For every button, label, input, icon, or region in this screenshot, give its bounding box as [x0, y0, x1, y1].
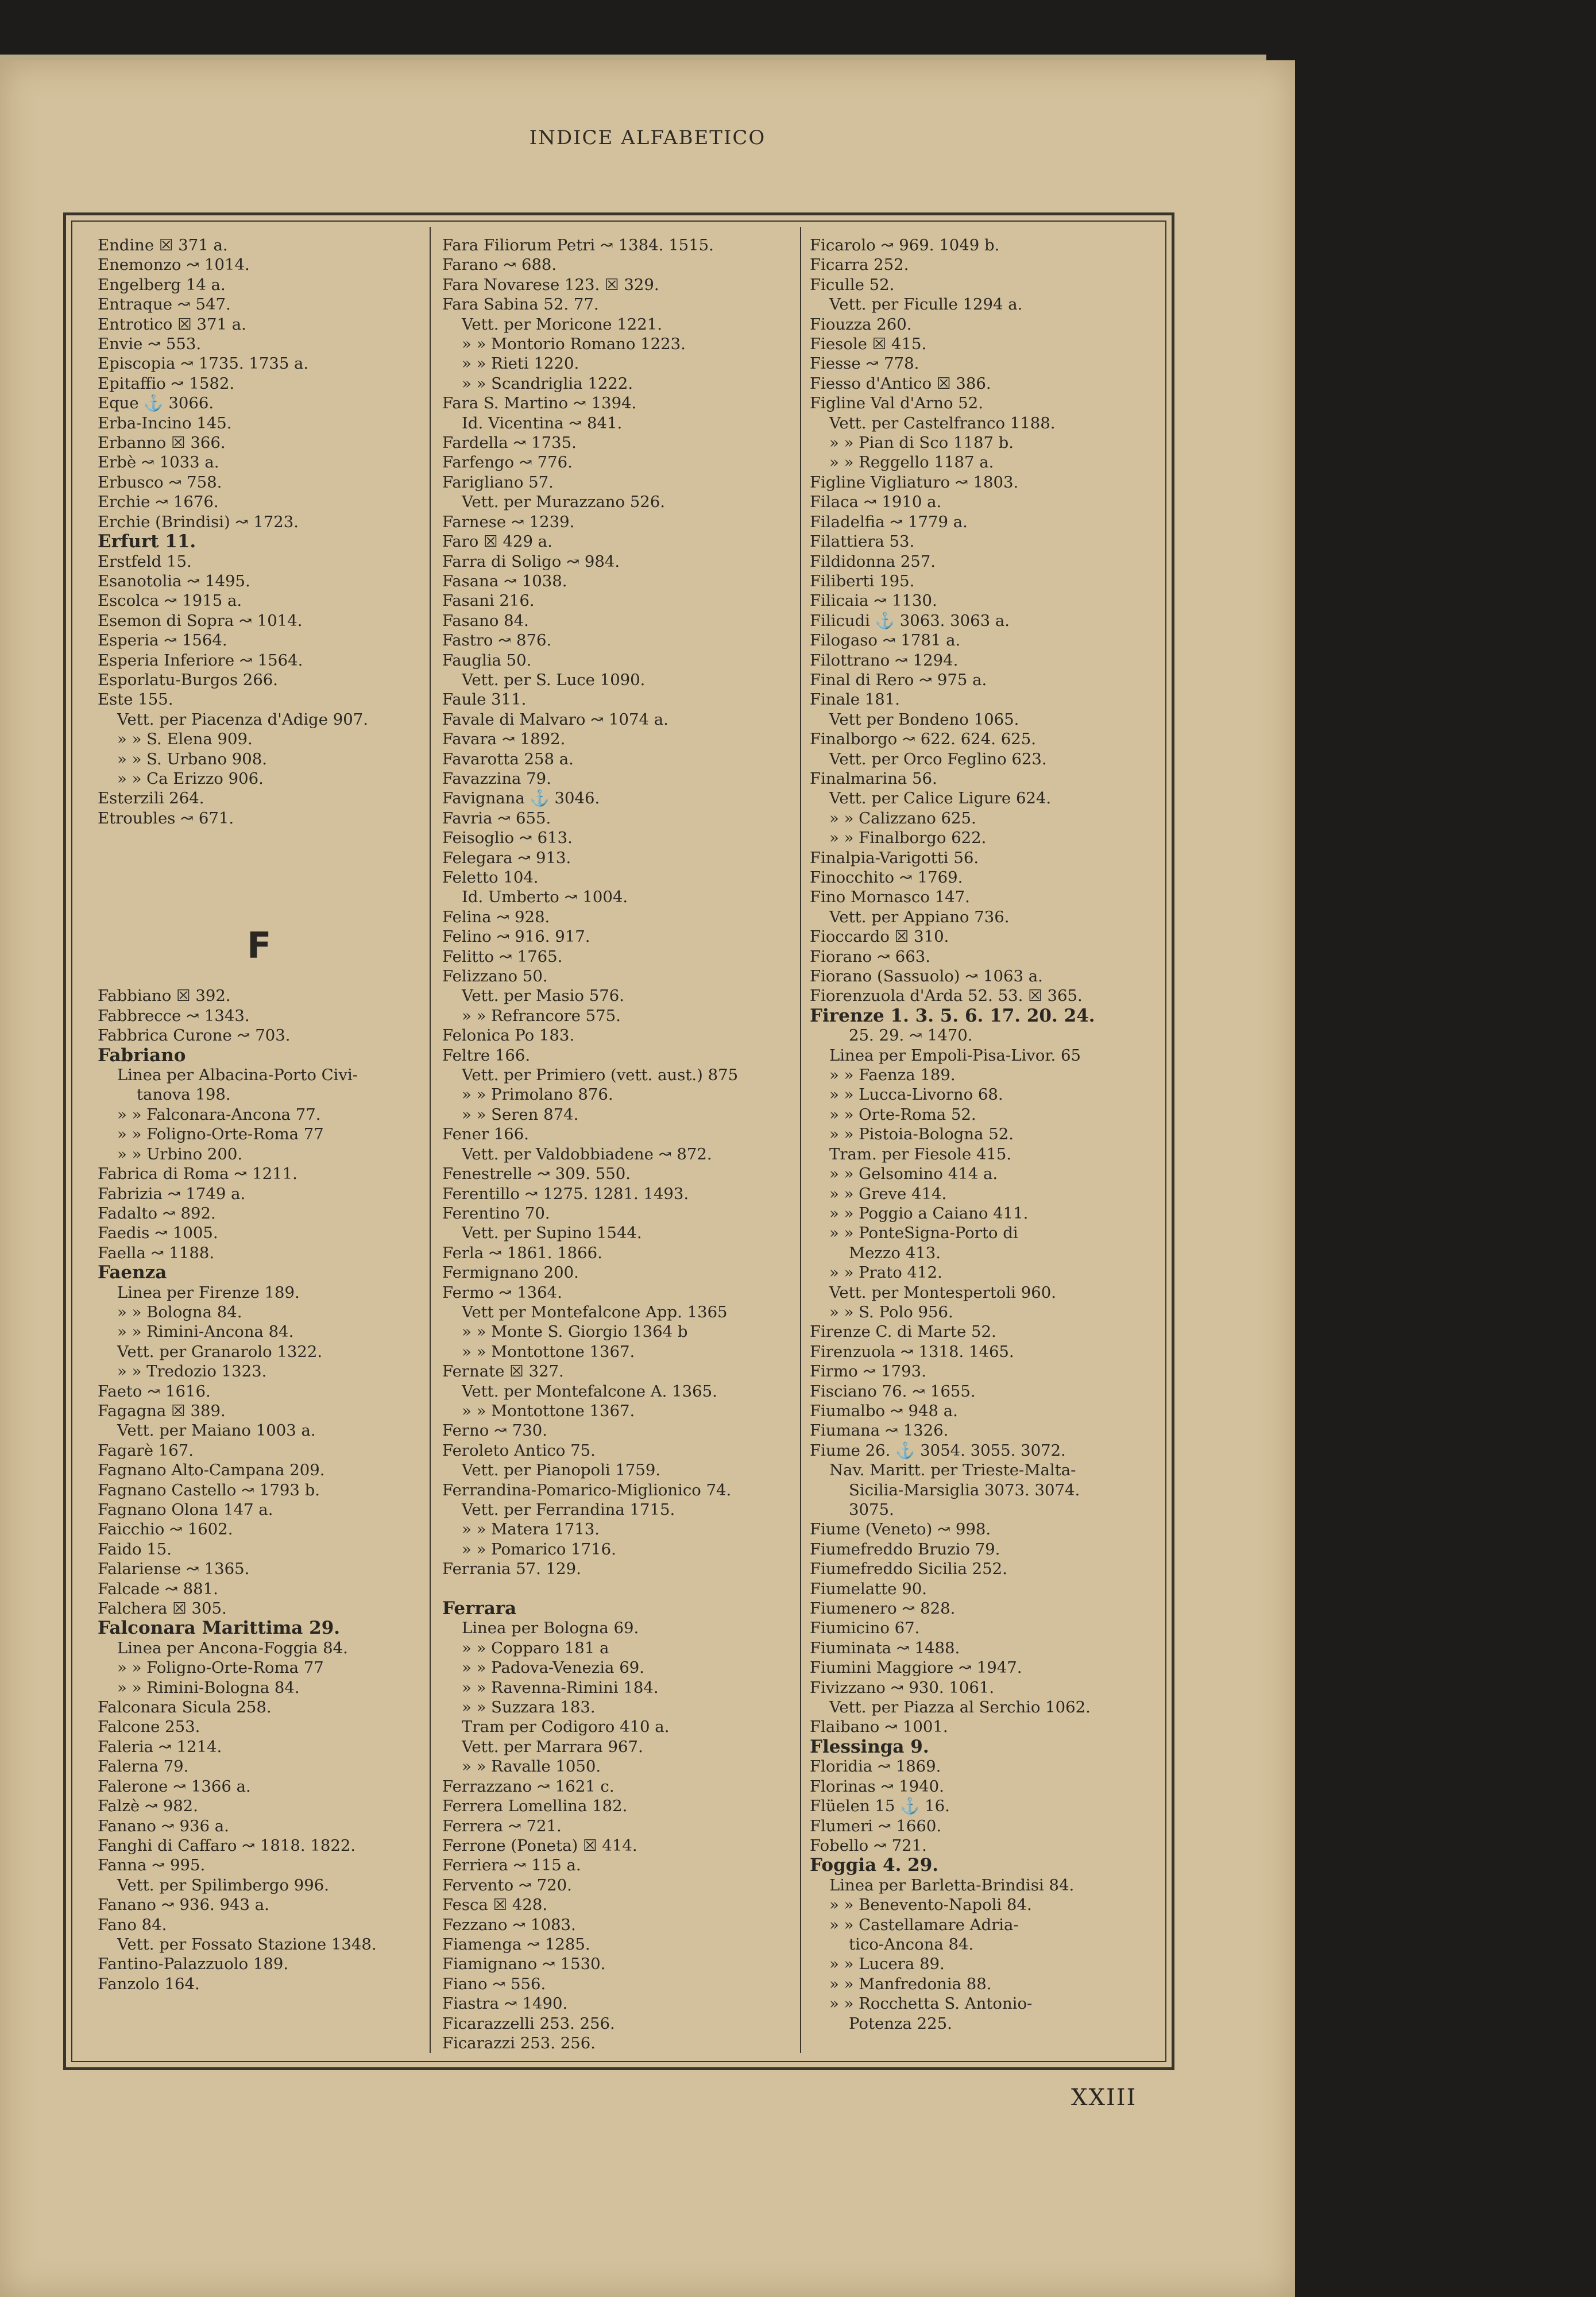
page-header: INDICE ALFABETICO [529, 126, 766, 149]
index-entry: Finalmarina 56. [810, 769, 937, 788]
index-entry: Fiumelatte 90. [810, 1579, 927, 1598]
index-entry: Fino Mornasco 147. [810, 888, 970, 907]
index-entry: » » Castellamare Adria- [829, 1915, 1019, 1934]
index-entry: » » Faenza 189. [829, 1066, 956, 1085]
index-entry: Fagnano Castello ↝ 1793 b. [98, 1480, 320, 1499]
index-entry: » » Reggello 1187 a. [829, 453, 994, 472]
index-entry: Erchie ↝ 1676. [98, 493, 219, 512]
index-entry [98, 828, 419, 848]
index-entry: Vett. per Marrara 967. [462, 1737, 643, 1756]
index-entry: Fiorenzuola d'Arda 52. 53. ☒ 365. [810, 987, 1083, 1006]
index-entry: Vett. per Maiano 1003 a. [117, 1421, 316, 1440]
index-entry: Falerone ↝ 1366 a. [98, 1777, 251, 1796]
index-entry: » » Benevento-Napoli 84. [829, 1896, 1032, 1915]
index-entry: Fiumalbo ↝ 948 a. [810, 1401, 958, 1420]
index-entry: Ferrania 57. 129. [442, 1560, 581, 1579]
index-entry: Tram per Codigoro 410 a. [462, 1718, 670, 1737]
index-entry: Fardella ↝ 1735. [442, 434, 577, 453]
index-entry: Escolca ↝ 1915 a. [98, 591, 242, 610]
index-column-1 [98, 235, 419, 1994]
index-entry: » » Bologna 84. [117, 1302, 242, 1321]
index-entry: Fauglia 50. [442, 651, 532, 670]
index-entry: Fivizzano ↝ 930. 1061. [810, 1678, 995, 1697]
index-entry: Fabbrica Curone ↝ 703. [98, 1026, 291, 1045]
index-entry: » » Montottone 1367. [462, 1342, 635, 1361]
index-entry: Fobello ↝ 721. [810, 1836, 927, 1855]
index-entry: » » Lucera 89. [829, 1955, 945, 1974]
index-entry: Favarotta 258 a. [442, 749, 574, 768]
index-entry: Erba-Incino 145. [98, 413, 232, 432]
index-entry: Vett. per Calice Ligure 624. [829, 789, 1052, 808]
index-entry: » » Rimini-Bologna 84. [117, 1678, 300, 1697]
index-entry: Filottrano ↝ 1294. [810, 651, 959, 670]
index-entry: Linea per Albacina-Porto Civi- [117, 1066, 358, 1085]
index-entry: Fildidonna 257. [810, 552, 936, 571]
index-entry: Fabriano [98, 1045, 186, 1066]
index-entry: Enemonzo ↝ 1014. [98, 256, 250, 274]
index-entry: » » Matera 1713. [462, 1520, 600, 1539]
index-entry: Vett. per Piazza al Serchio 1062. [829, 1698, 1091, 1717]
index-entry: 3075. [849, 1501, 894, 1519]
index-entry: » » Pistoia-Bologna 52. [829, 1125, 1014, 1144]
index-entry: Fanano ↝ 936 a. [98, 1816, 229, 1835]
index-entry: Feltre 166. [442, 1046, 531, 1065]
index-entry: Ferno ↝ 730. [442, 1421, 548, 1440]
index-entry: Felina ↝ 928. [442, 907, 550, 926]
index-entry: Fasani 216. [442, 591, 535, 610]
index-entry: Falconara Marittima 29. [98, 1618, 341, 1639]
index-entry: Felegara ↝ 913. [442, 848, 571, 867]
index-entry: Firenze C. di Marte 52. [810, 1322, 996, 1341]
index-entry: Erfurt 11. [98, 531, 196, 552]
index-entry: Fisciano 76. ↝ 1655. [810, 1382, 976, 1401]
index-entry: Ferriera ↝ 115 a. [442, 1856, 581, 1875]
index-entry: Id. Umberto ↝ 1004. [462, 888, 628, 907]
index-entry: Entrotico ☒ 371 a. [98, 315, 246, 334]
index-entry: » » Pomarico 1716. [462, 1540, 616, 1559]
index-entry: Figline Val d'Arno 52. [810, 394, 983, 413]
index-entry: Fermignano 200. [442, 1263, 579, 1282]
index-entry: Fener 166. [442, 1125, 529, 1144]
index-entry: Faeto ↝ 1616. [98, 1382, 211, 1401]
index-entry: Linea per Firenze 189. [117, 1283, 300, 1302]
index-entry: Fabbiano ☒ 392. [98, 987, 231, 1006]
index-entry: » » Gelsomino 414 a. [829, 1165, 998, 1184]
index-entry: Vett. per Spilimbergo 996. [117, 1876, 330, 1894]
index-entry: Finocchito ↝ 1769. [810, 868, 963, 887]
index-entry: Fiorano ↝ 663. [810, 947, 930, 966]
index-entry: Ficarazzelli 253. 256. [442, 2014, 615, 2033]
index-entry: Mezzo 413. [849, 1243, 941, 1262]
index-entry: Fagnano Alto-Campana 209. [98, 1461, 325, 1480]
index-column-2 [442, 235, 793, 2053]
index-entry: Fagarè 167. [98, 1441, 194, 1460]
index-entry: Favara ↝ 1892. [442, 730, 566, 749]
index-entry: Ferentino 70. [442, 1204, 550, 1223]
index-entry: Vett. per Pianopoli 1759. [462, 1461, 661, 1480]
index-entry: Vett. per Primiero (vett. aust.) 875 [462, 1066, 739, 1085]
index-entry: Falzè ↝ 982. [98, 1797, 198, 1816]
index-entry: Eque ⚓ 3066. [98, 394, 214, 413]
index-entry: Filicaia ↝ 1130. [810, 591, 937, 610]
index-entry: Fiuminata ↝ 1488. [810, 1638, 960, 1657]
index-entry: Linea per Bologna 69. [462, 1619, 639, 1638]
index-entry: Id. Vicentina ↝ 841. [462, 413, 623, 432]
index-entry: Felizzano 50. [442, 967, 548, 986]
index-entry [98, 848, 419, 868]
index-entry: Fabrica di Roma ↝ 1211. [98, 1165, 297, 1184]
index-entry: Faicchio ↝ 1602. [98, 1520, 233, 1539]
index-entry: tico-Ancona 84. [849, 1935, 974, 1954]
index-entry: » » S. Urbano 908. [117, 749, 268, 768]
index-entry: Vett. per Valdobbiadene ↝ 872. [462, 1144, 712, 1163]
index-entry: Fesca ☒ 428. [442, 1896, 548, 1915]
index-entry: Fasano 84. [442, 611, 529, 630]
index-entry: Erbè ↝ 1033 a. [98, 453, 219, 472]
index-entry: » » Orte-Roma 52. [829, 1105, 976, 1124]
index-entry: Filattiera 53. [810, 532, 915, 551]
index-entry: » » Montorio Romano 1223. [462, 335, 686, 354]
index-entry: Envie ↝ 553. [98, 335, 202, 354]
index-entry: Esporlatu-Burgos 266. [98, 670, 279, 689]
index-entry: Fara Novarese 123. ☒ 329. [442, 275, 659, 294]
index-entry: Fezzano ↝ 1083. [442, 1915, 576, 1934]
index-entry: » » Greve 414. [829, 1184, 947, 1203]
index-entry: Vett. per Moricone 1221. [462, 315, 663, 334]
index-entry: » » Montottone 1367. [462, 1401, 635, 1420]
index-entry: » » Suzzara 183. [462, 1698, 596, 1717]
index-entry: Nav. Maritt. per Trieste-Malta- [829, 1461, 1076, 1480]
index-entry: Finale 181. [810, 690, 901, 709]
index-entry: Feisoglio ↝ 613. [442, 829, 573, 848]
section-letter: F [247, 925, 272, 966]
index-entry: Fiesse ↝ 778. [810, 354, 919, 373]
index-entry: » » Prato 412. [829, 1263, 942, 1282]
index-entry: Falariense ↝ 1365. [98, 1560, 250, 1579]
index-entry: » » Poggio a Caiano 411. [829, 1204, 1029, 1223]
index-entry: Favazzina 79. [442, 769, 551, 788]
index-entry: Ficarra 252. [810, 256, 909, 274]
index-entry: Fernate ☒ 327. [442, 1362, 564, 1381]
index-entry: Figline Vigliaturo ↝ 1803. [810, 473, 1019, 492]
index-entry: Ferrera Lomellina 182. [442, 1797, 628, 1816]
index-entry: » » Monte S. Giorgio 1364 b [462, 1322, 688, 1341]
index-entry: Ferrandina-Pomarico-Miglionico 74. [442, 1480, 732, 1499]
index-entry: Vett. per Montefalcone A. 1365. [462, 1382, 717, 1401]
index-entry: Fano 84. [98, 1915, 167, 1934]
index-entry: Final di Rero ↝ 975 a. [810, 670, 987, 689]
index-entry: Fabrizia ↝ 1749 a. [98, 1184, 246, 1203]
index-entry: Potenza 225. [849, 2014, 952, 2033]
index-entry: Ferrara [442, 1598, 517, 1619]
index-entry: » » Ravalle 1050. [462, 1757, 601, 1776]
index-entry [98, 887, 419, 907]
index-entry: Etroubles ↝ 671. [98, 809, 234, 827]
index-entry: Falcone 253. [98, 1718, 200, 1737]
index-entry: Fiastra ↝ 1490. [442, 1994, 568, 2013]
index-entry: » » Ca Erizzo 906. [117, 769, 264, 788]
index-entry: Filogaso ↝ 1781 a. [810, 631, 961, 650]
index-entry: Vett. per Supino 1544. [462, 1224, 642, 1243]
index-entry: Fiesole ☒ 415. [810, 335, 927, 354]
index-entry: Fiesso d'Antico ☒ 386. [810, 374, 991, 393]
index-entry: Fermo ↝ 1364. [442, 1283, 562, 1302]
index-entry: Filiberti 195. [810, 571, 915, 590]
index-entry: Fiumicino 67. [810, 1619, 920, 1638]
index-entry: Filaca ↝ 1910 a. [810, 493, 942, 512]
index-entry: Linea per Ancona-Foggia 84. [117, 1638, 348, 1657]
index-entry: Filadelfia ↝ 1779 a. [810, 512, 968, 531]
index-column-3 [810, 235, 1166, 2033]
index-entry: » » Falconara-Ancona 77. [117, 1105, 321, 1124]
index-entry: Fiume (Veneto) ↝ 998. [810, 1520, 991, 1539]
index-entry: tanova 198. [137, 1085, 231, 1104]
index-entry: Ferrera ↝ 721. [442, 1816, 562, 1835]
column-divider-1 [430, 227, 431, 2053]
index-entry: Fiamignano ↝ 1530. [442, 1955, 606, 1974]
index-entry: Faella ↝ 1188. [98, 1243, 215, 1262]
index-entry: Este 155. [98, 690, 173, 709]
index-entry: Fara Sabina 52. 77. [442, 295, 599, 314]
index-entry: Faenza [98, 1262, 167, 1283]
index-entry: » » Rocchetta S. Antonio- [829, 1994, 1033, 2013]
index-entry: Esanotolia ↝ 1495. [98, 571, 250, 590]
index-entry: Filicudi ⚓ 3063. 3063 a. [810, 611, 1010, 630]
index-entry: Finalpia-Varigotti 56. [810, 848, 979, 867]
index-entry: » » Padova-Venezia 69. [462, 1658, 644, 1677]
index-entry: Faedis ↝ 1005. [98, 1224, 218, 1243]
index-entry: » » S. Polo 956. [829, 1302, 953, 1321]
index-entry: Faleria ↝ 1214. [98, 1737, 222, 1756]
page-number: XXIII [1071, 2085, 1137, 2111]
index-entry: Fara S. Martino ↝ 1394. [442, 394, 637, 413]
index-entry: » » Finalborgo 622. [829, 829, 987, 848]
index-entry: Flüelen 15 ⚓ 16. [810, 1797, 950, 1816]
index-entry: Tram. per Fiesole 415. [829, 1144, 1012, 1163]
index-entry: Vett per Montefalcone App. 1365 [462, 1302, 728, 1321]
index-entry: » » Pian di Sco 1187 b. [829, 434, 1014, 453]
index-entry: » » Manfredonia 88. [829, 1974, 992, 1993]
index-entry: Firmo ↝ 1793. [810, 1362, 926, 1381]
index-entry: Endine ☒ 371 a. [98, 236, 228, 254]
index-entry: Flumeri ↝ 1660. [810, 1816, 942, 1835]
index-entry: » » Rieti 1220. [462, 354, 579, 373]
index-entry: Fabbrecce ↝ 1343. [98, 1006, 250, 1025]
index-entry: Falconara Sicula 258. [98, 1698, 272, 1717]
index-entry: Vett. per S. Luce 1090. [462, 670, 646, 689]
index-entry: Erbanno ☒ 366. [98, 434, 226, 453]
index-entry: Engelberg 14 a. [98, 275, 226, 294]
index-entry: Fasana ↝ 1038. [442, 571, 567, 590]
index-entry: Fantino-Palazzuolo 189. [98, 1955, 289, 1974]
index-entry: » » Lucca-Livorno 68. [829, 1085, 1003, 1104]
index-entry: Erchie (Brindisi) ↝ 1723. [98, 512, 299, 531]
index-entry: Ficulle 52. [810, 275, 895, 294]
index-entry: Vett. per Piacenza d'Adige 907. [117, 710, 368, 729]
index-entry: 25. 29. ↝ 1470. [849, 1026, 973, 1045]
index-entry: » » S. Elena 909. [117, 730, 253, 749]
index-entry: » » Urbino 200. [117, 1144, 243, 1163]
index-entry: Fagagna ☒ 389. [98, 1401, 226, 1420]
index-entry: Feroleto Antico 75. [442, 1441, 596, 1460]
index-entry: Faule 311. [442, 690, 527, 709]
index-entry: Feletto 104. [442, 868, 539, 887]
index-entry: Vett. per Granarolo 1322. [117, 1342, 323, 1361]
index-entry: Foggia 4. 29. [810, 1855, 939, 1876]
index-entry: Episcopia ↝ 1735. 1735 a. [98, 354, 309, 373]
index-entry: Flaibano ↝ 1001. [810, 1718, 948, 1737]
index-entry: Felitto ↝ 1765. [442, 947, 563, 966]
index-entry: Floridia ↝ 1869. [810, 1757, 941, 1776]
index-entry: Ferrazzano ↝ 1621 c. [442, 1777, 615, 1796]
index-entry: Fagnano Olona 147 a. [98, 1501, 273, 1519]
index-entry: Faro ☒ 429 a. [442, 532, 552, 551]
index-entry: Fanano ↝ 936. 943 a. [98, 1896, 269, 1915]
index-entry: Ferentillo ↝ 1275. 1281. 1493. [442, 1184, 689, 1203]
index-entry: Fadalto ↝ 892. [98, 1204, 216, 1223]
index-entry: » » Calizzano 625. [829, 809, 976, 827]
index-entry: » » Seren 874. [462, 1105, 579, 1124]
index-entry: Fervento ↝ 720. [442, 1876, 572, 1894]
index-entry: » » Tredozio 1323. [117, 1362, 267, 1381]
index-entry: Vett. per Montespertoli 960. [829, 1283, 1057, 1302]
index-entry: Favria ↝ 655. [442, 809, 551, 827]
index-entry: Fastro ↝ 876. [442, 631, 552, 650]
index-entry: Vett. per Masio 576. [462, 987, 624, 1006]
index-entry: » » Foligno-Orte-Roma 77 [117, 1658, 324, 1677]
index-entry: Vett. per Ferrandina 1715. [462, 1501, 675, 1519]
index-entry: Vett. per Ficulle 1294 a. [829, 295, 1023, 314]
index-entry: Erstfeld 15. [98, 552, 192, 571]
index-entry: Fiouzza 260. [810, 315, 912, 334]
index-entry: Fara Filiorum Petri ↝ 1384. 1515. [442, 236, 714, 254]
index-entry: » » Primolano 876. [462, 1085, 613, 1104]
index-entry: Vett. per Fossato Stazione 1348. [117, 1935, 377, 1954]
index-entry: Fiume 26. ⚓ 3054. 3055. 3072. [810, 1441, 1066, 1460]
index-entry: Erbusco ↝ 758. [98, 473, 222, 492]
index-entry: Favale di Malvaro ↝ 1074 a. [442, 710, 668, 729]
index-entry: Vett. per Murazzano 526. [462, 493, 665, 512]
index-entry: Ferla ↝ 1861. 1866. [442, 1243, 602, 1262]
index-entry: Esterzili 264. [98, 789, 204, 808]
index-entry: Farano ↝ 688. [442, 256, 557, 274]
index-entry: Ficarazzi 253. 256. [442, 2033, 596, 2052]
index-entry: Flessinga 9. [810, 1736, 929, 1757]
index-entry: » » Copparo 181 a [462, 1638, 609, 1657]
index-entry: Ferrone (Poneta) ☒ 414. [442, 1836, 637, 1855]
index-entry: Linea per Empoli-Pisa-Livor. 65 [829, 1046, 1081, 1065]
index-entry: Vett. per Castelfranco 1188. [829, 413, 1056, 432]
index-entry: Fiumenero ↝ 828. [810, 1599, 956, 1618]
index-entry: Firenze 1. 3. 5. 6. 17. 20. 24. [810, 1005, 1095, 1026]
index-entry: Farfengo ↝ 776. [442, 453, 573, 472]
index-entry: Vett. per Orco Feglino 623. [829, 749, 1047, 768]
index-entry: Falchera ☒ 305. [98, 1599, 227, 1618]
index-entry: Falerna 79. [98, 1757, 189, 1776]
index-entry: Fanzolo 164. [98, 1974, 200, 1993]
index-entry: Favignana ⚓ 3046. [442, 789, 600, 808]
index-entry: Fiamenga ↝ 1285. [442, 1935, 590, 1954]
index-entry: Fenestrelle ↝ 309. 550. [442, 1165, 631, 1184]
index-entry: » » Refrancore 575. [462, 1006, 621, 1025]
column-divider-2 [800, 227, 801, 2053]
index-entry: Vett. per Appiano 736. [829, 907, 1010, 926]
index-entry: Esemon di Sopra ↝ 1014. [98, 611, 303, 630]
index-entry: Sicilia-Marsiglia 3073. 3074. [849, 1480, 1080, 1499]
index-entry: Fanna ↝ 995. [98, 1856, 206, 1875]
index-entry: Felino ↝ 916. 917. [442, 927, 590, 946]
index-entry: Linea per Barletta-Brindisi 84. [829, 1876, 1075, 1894]
index-entry: Esperia ↝ 1564. [98, 631, 227, 650]
index-entry: Fiumini Maggiore ↝ 1947. [810, 1658, 1022, 1677]
index-entry: Felonica Po 183. [442, 1026, 575, 1045]
index-entry [442, 1579, 793, 1599]
index-entry: Ficarolo ↝ 969. 1049 b. [810, 236, 1000, 254]
index-entry: Fanghi di Caffaro ↝ 1818. 1822. [98, 1836, 356, 1855]
index-entry: Fiumana ↝ 1326. [810, 1421, 949, 1440]
index-entry: Falcade ↝ 881. [98, 1579, 218, 1598]
index-entry: Firenzuola ↝ 1318. 1465. [810, 1342, 1014, 1361]
index-entry: » » PonteSigna-Porto di [829, 1224, 1018, 1243]
index-entry: Epitaffio ↝ 1582. [98, 374, 235, 393]
index-entry: » » Ravenna-Rimini 184. [462, 1678, 659, 1697]
index-entry [98, 966, 419, 986]
index-entry: » » Foligno-Orte-Roma 77 [117, 1125, 324, 1144]
index-entry: Fiumefreddo Sicilia 252. [810, 1560, 1007, 1579]
index-entry: Fiano ↝ 556. [442, 1974, 546, 1993]
index-entry: Florinas ↝ 1940. [810, 1777, 944, 1796]
index-entry: Farigliano 57. [442, 473, 554, 492]
index-entry: Fiumefreddo Bruzio 79. [810, 1540, 1000, 1559]
index-entry: Fiorano (Sassuolo) ↝ 1063 a. [810, 967, 1043, 986]
index-entry: Vett per Bondeno 1065. [829, 710, 1019, 729]
index-entry: Farnese ↝ 1239. [442, 512, 575, 531]
index-entry: Farra di Soligo ↝ 984. [442, 552, 620, 571]
index-entry: Faido 15. [98, 1540, 172, 1559]
index-entry: Fioccardo ☒ 310. [810, 927, 949, 946]
index-entry [98, 868, 419, 887]
index-entry: » » Rimini-Ancona 84. [117, 1322, 294, 1341]
index-entry: Entraque ↝ 547. [98, 295, 231, 314]
index-entry: » » Scandriglia 1222. [462, 374, 633, 393]
index-entry: Esperia Inferiore ↝ 1564. [98, 651, 303, 670]
index-entry: Finalborgo ↝ 622. 624. 625. [810, 730, 1036, 749]
